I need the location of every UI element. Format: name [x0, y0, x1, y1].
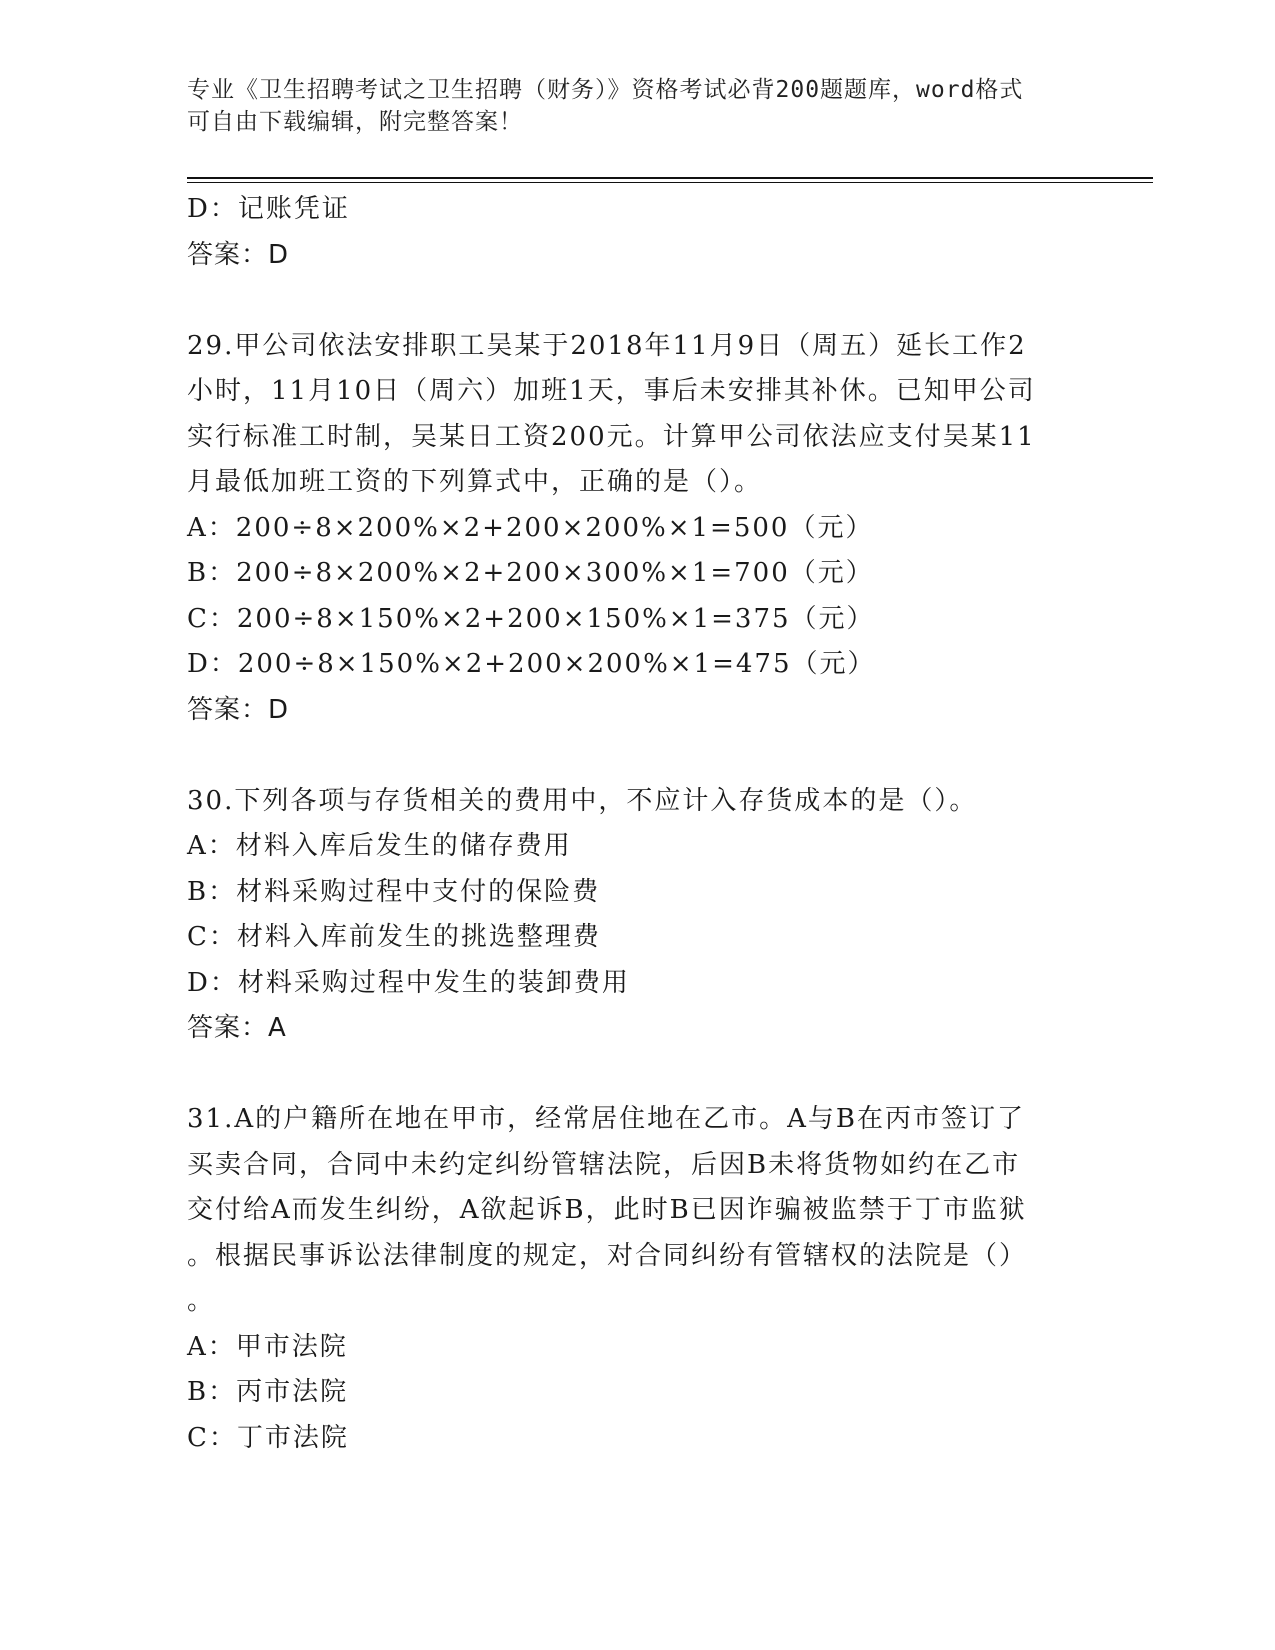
option-c: C：材料入库前发生的挑选整理费: [187, 922, 601, 952]
question-stem-line: 实行标准工时制，吴某日工资200元。计算甲公司依法应支付吴某11: [187, 421, 1036, 452]
option-a: A：材料入库后发生的储存费用: [187, 831, 572, 861]
option-b: B：200÷8×200%×2+200×300%×1=700（元）: [187, 558, 874, 588]
page-header: [187, 74, 1067, 138]
option-b: B：材料采购过程中支付的保险费: [187, 876, 601, 907]
document-body: [187, 187, 1087, 1461]
header-divider-thin: [187, 182, 1153, 183]
header-title-line-1: 专业《卫生招聘考试之卫生招聘（财务）》资格考试必背200题题库，word格式: [187, 77, 1024, 103]
option-a: A：200÷8×200%×2+200×200%×1=500（元）: [187, 512, 874, 543]
question-stem-line: 小时，11月10日（周六）加班1天，事后未安排其补休。已知甲公司: [187, 376, 1036, 406]
question-29: [187, 324, 1087, 734]
header-divider-thick: [187, 177, 1153, 179]
question-stem-line: 交付给A而发生纠纷，A欲起诉B，此时B已因诈骗被监禁于丁市监狱: [187, 1195, 1027, 1225]
question-31: [187, 1097, 1087, 1461]
answer-line: 答案：D: [187, 694, 290, 725]
option-b: B：丙市法院: [187, 1377, 349, 1407]
option-d: D：记账凭证: [187, 194, 350, 224]
question-stem-line: 30.下列各项与存货相关的费用中，不应计入存货成本的是（）。: [187, 785, 978, 816]
option-c: C：200÷8×150%×2+200×150%×1=375（元）: [187, 603, 875, 634]
option-a: A：甲市法院: [187, 1331, 348, 1362]
question-stem-line: 。根据民事诉讼法律制度的规定，对合同纠纷有管辖权的法院是（）: [187, 1240, 1028, 1271]
header-title-line-2: 可自由下载编辑，附完整答案！: [187, 109, 523, 135]
question-stem-line: 29.甲公司依法安排职工吴某于2018年11月9日（周五）延长工作2: [187, 330, 1027, 361]
spacer: [187, 278, 1087, 324]
spacer: [187, 733, 1087, 779]
spacer: [187, 1052, 1087, 1098]
question-stem-line: 。: [187, 1286, 216, 1316]
option-c: C：丁市法院: [187, 1422, 349, 1453]
question-stem-line: 买卖合同，合同中未约定纠纷管辖法院，后因B未将货物如约在乙市: [187, 1149, 1021, 1180]
option-d: D：200÷8×150%×2+200×200%×1=475（元）: [187, 649, 876, 679]
question-stem-line: 月最低加班工资的下列算式中，正确的是（）。: [187, 467, 763, 497]
question-stem-line: 31.A的户籍所在地在甲市，经常居住地在乙市。A与B在丙市签订了: [187, 1104, 1026, 1134]
answer-line: 答案：A: [187, 1013, 287, 1043]
option-d: D：材料采购过程中发生的装卸费用: [187, 967, 630, 998]
question-30: [187, 779, 1087, 1052]
answer-line: 答案：D: [187, 239, 290, 270]
